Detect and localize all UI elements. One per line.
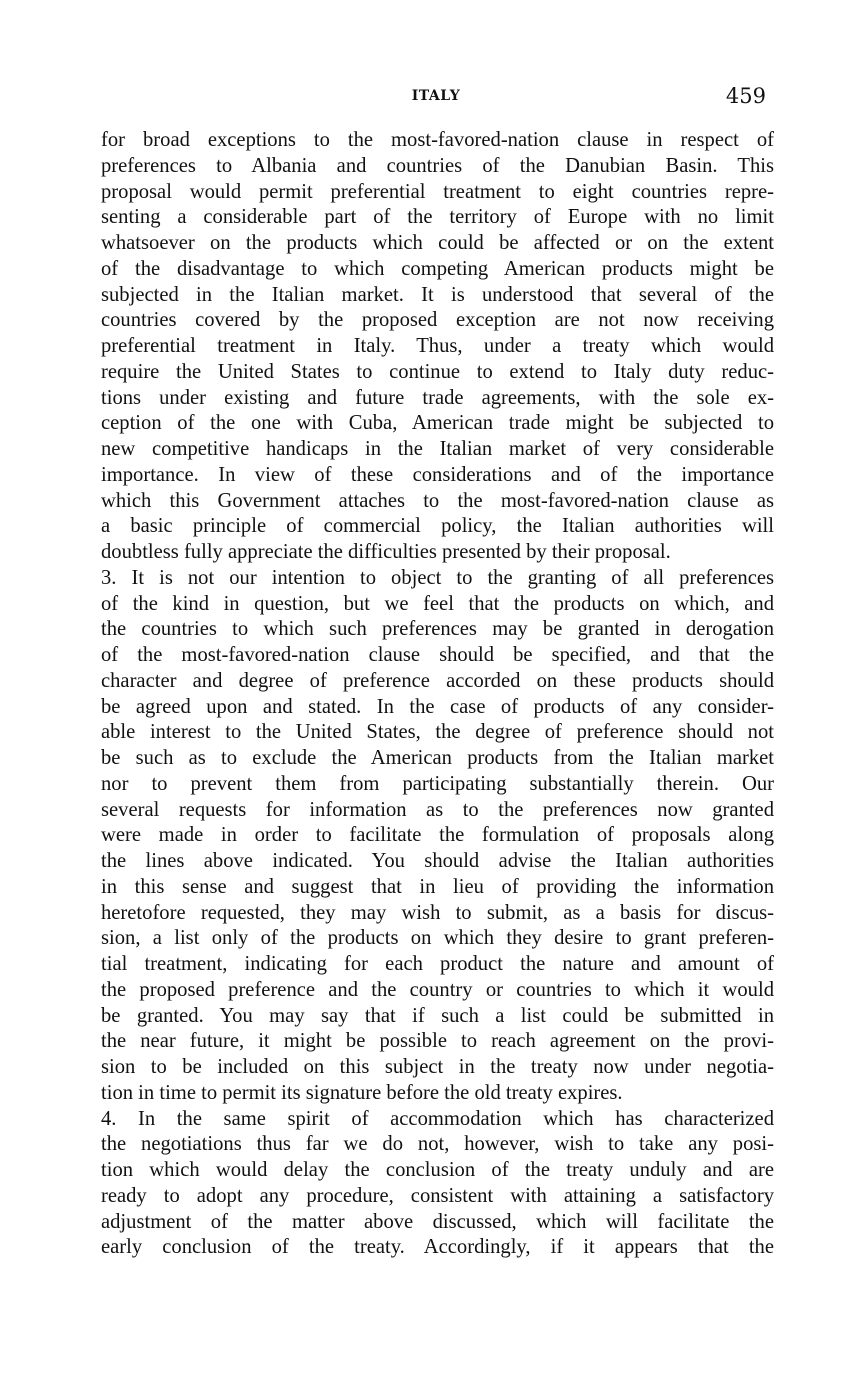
text-line: whatsoever on the products which could be affected or on the extent: [101, 232, 774, 254]
text-line: new competitive handicaps in the Italian market of very considerable: [101, 438, 774, 460]
text-line: tial treatment, indicating for each product the nature and amount of: [101, 953, 774, 975]
text-line: 3. It is not our intention to object to the granting of all preferences: [101, 566, 774, 589]
text-line: sion, a list only of the products on which they desire to grant preferen-: [101, 927, 774, 950]
text-line: able interest to the United States, the degree of preference should not: [101, 721, 774, 744]
text-line: heretofore requested, they may wish to submit, as a basis for discus-: [101, 901, 774, 924]
text-line: were made in order to facilitate the formulation of proposals along: [101, 824, 774, 847]
paragraph: [101, 1107, 774, 1262]
text-line: the negotiations thus far we do not, however, wish to take any posi-: [101, 1133, 774, 1156]
paragraph: [101, 566, 774, 1107]
paragraph: [101, 128, 774, 566]
text-line: the lines above indicated. You should advise the Italian authorities: [101, 850, 774, 872]
text-line: require the United States to continue to extend to Italy duty reduc-: [101, 360, 774, 383]
text-line: sion to be included on this subject in the treaty now under negotia-: [101, 1056, 774, 1078]
text-line: be granted. You may say that if such a list could be submitted in: [101, 1004, 774, 1027]
text-line: a basic principle of commercial policy, the Italian authorities will: [101, 515, 774, 538]
text-line: which this Government attaches to the most-favored-nation clause as: [101, 489, 774, 512]
text-line: in this sense and suggest that in lieu of providing the information: [101, 875, 774, 898]
text-line: ready to adopt any procedure, consistent with attaining a satisfactory: [101, 1184, 774, 1207]
text-line: of the disadvantage to which competing American products might be: [101, 257, 774, 280]
text-line: of the kind in question, but we feel that the products on which, and: [101, 592, 774, 615]
text-line: the proposed preference and the country or countries to which it would: [101, 978, 774, 1001]
text-line: importance. In view of these considerations and of the importance: [101, 463, 774, 486]
text-line: the near future, it might be possible to reach agreement on the provi-: [101, 1030, 774, 1053]
text-line: character and degree of preference accorded on these products should: [101, 669, 774, 692]
text-line: ception of the one with Cuba, American trade might be subjected to: [101, 412, 774, 435]
text-line: subjected in the Italian market. It is understood that several of the: [101, 283, 774, 306]
text-line: early conclusion of the treaty. Accordingly, if it appears that the: [101, 1236, 774, 1259]
text-line: be such as to exclude the American products from the Italian market: [101, 747, 774, 769]
text-line: tion which would delay the conclusion of the treaty unduly and are: [101, 1159, 774, 1181]
text-line: senting a considerable part of the territory of Europe with no limit: [101, 206, 774, 229]
text-line: the countries to which such preferences may be granted in derogation: [101, 618, 774, 641]
text-line: adjustment of the matter above discussed, which will facilitate the: [101, 1210, 774, 1233]
page-number: 459: [725, 84, 766, 108]
text-line: several requests for information as to the preferences now granted: [101, 798, 774, 821]
text-line: proposal would permit preferential treatment to eight countries repre-: [101, 180, 774, 203]
text-line: 4. In the same spirit of accommodation which has characterized: [101, 1107, 774, 1130]
running-header: [100, 84, 772, 114]
text-line: tion in time to permit its signature before the old treaty expires.: [101, 1081, 623, 1104]
text-line: preferences to Albania and countries of the Danubian Basin. This: [101, 154, 774, 177]
text-line: tions under existing and future trade agreements, with the sole ex-: [101, 386, 774, 409]
body-text: [101, 128, 774, 1261]
text-line: for broad exceptions to the most-favored-nation clause in respect of: [101, 129, 774, 151]
text-line: preferential treatment in Italy. Thus, under a treaty which would: [101, 335, 774, 357]
text-line: of the most-favored-nation clause should be specified, and that the: [101, 644, 774, 666]
text-line: doubtless fully appreciate the difficulties presented by their proposal.: [101, 541, 671, 563]
text-line: countries covered by the proposed exception are not now receiving: [101, 309, 774, 332]
section-title: ITALY: [411, 88, 461, 104]
text-line: be agreed upon and stated. In the case of products of any consider-: [101, 695, 774, 718]
text-line: nor to prevent them from participating substantially therein. Our: [101, 772, 774, 795]
